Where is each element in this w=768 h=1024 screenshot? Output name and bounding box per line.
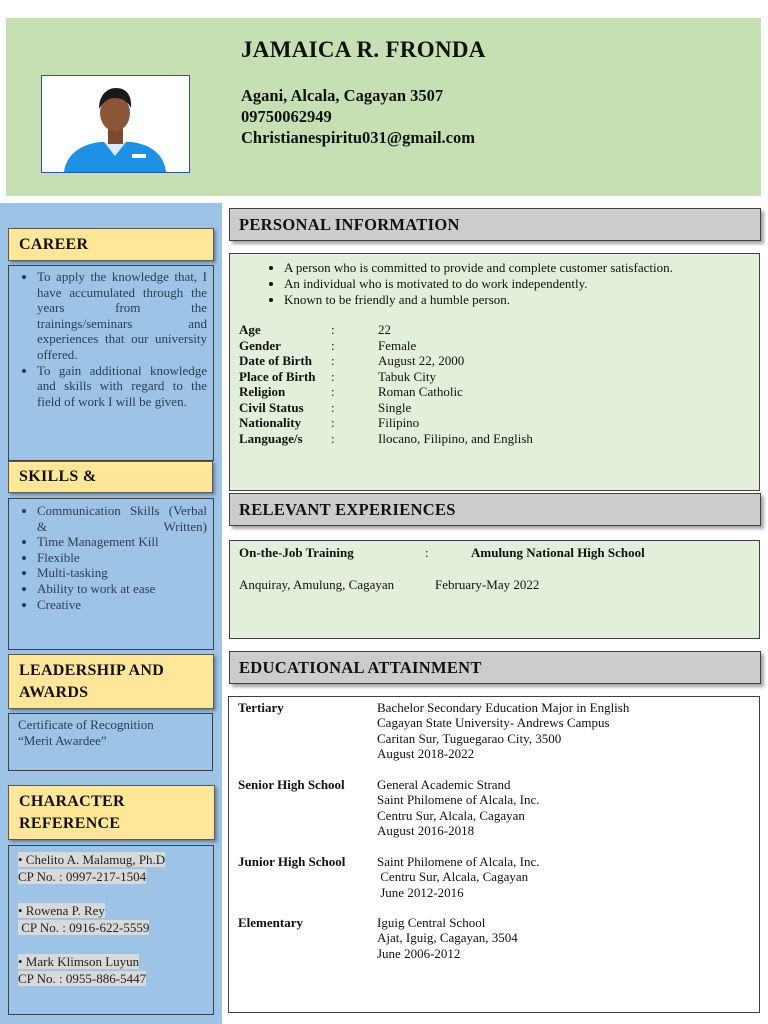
education-detail: Centru Sur, Alcala, Cagayan (377, 869, 529, 885)
field-value: August 22, 2000 (378, 353, 465, 368)
person-photo-icon (42, 76, 189, 172)
skill-item: • Creative (37, 597, 207, 613)
leadership-heading (8, 654, 214, 709)
email-address: Christianespiritu031@gmail.com (241, 128, 475, 147)
education-detail: Caritan Sur, Tuguegarao City, 3500 (377, 730, 562, 746)
personal-bullet: • A person who is committed to provide and complete customer satisfaction. (284, 260, 673, 276)
reference-name: • Mark Klimson Luyun (18, 954, 140, 969)
career-heading: CAREER (8, 228, 214, 261)
applicant-name: JAMAICA R. FRONDA (241, 37, 486, 62)
career-box (8, 265, 214, 461)
experience-box (229, 540, 760, 639)
experience-school: Amulung National High School (471, 545, 645, 560)
skill-item: • Ability to work at ease (37, 581, 207, 597)
field-colon: : (331, 399, 335, 415)
education-detail: Saint Philomene of Alcala, Inc. (377, 792, 540, 808)
address: Agani, Alcala, Cagayan 3507 (241, 86, 444, 105)
field-label: Age (239, 322, 261, 337)
personal-information-box (229, 253, 760, 491)
field-label: Date of Birth (239, 353, 312, 368)
field-value: Filipino (378, 415, 420, 430)
personal-information-heading: PERSONAL INFORMATION (229, 208, 761, 241)
field-label: Civil Status (239, 399, 304, 415)
field-colon: : (331, 353, 335, 368)
experience-period: February-May 2022 (435, 577, 540, 592)
field-colon: : (331, 322, 335, 337)
reference-phone: CP No. : 0997-217-1504 (18, 869, 147, 884)
field-colon: : (331, 384, 335, 399)
education-detail: General Academic Strand (377, 777, 511, 792)
field-value: Female (378, 337, 417, 353)
education-level: Tertiary (238, 700, 284, 715)
award-title: Certificate of Recognition (18, 717, 154, 732)
field-label: Place of Birth (239, 368, 316, 384)
reference-name: • Rowena P. Rey (18, 903, 105, 918)
education-level: Elementary (238, 915, 303, 930)
field-value: Roman Catholic (378, 384, 463, 399)
skills-box (8, 498, 214, 650)
experience-place: Anquiray, Amulung, Cagayan (239, 577, 395, 592)
leadership-heading-line2: AWARDS (19, 683, 89, 701)
education-box (228, 696, 760, 1013)
leadership-heading-line1: LEADERSHIP AND (19, 661, 165, 679)
field-value: Ilocano, Filipino, and English (378, 430, 533, 446)
references-box (8, 845, 214, 1015)
field-value: Tabuk City (378, 368, 436, 384)
skills-heading: SKILLS & (8, 461, 213, 493)
reference-heading-line2: REFERENCE (19, 814, 121, 832)
personal-bullet: • Known to be friendly and a humble person. (284, 292, 673, 308)
field-colon: : (331, 368, 335, 384)
skill-item: • Flexible (37, 550, 207, 566)
education-detail: Cagayan State University- Andrews Campus (377, 715, 610, 731)
field-colon: : (331, 337, 335, 353)
phone-number: 09750062949 (241, 107, 332, 126)
field-colon: : (331, 430, 335, 446)
reference-phone: CP No. : 0955-886-5447 (18, 971, 147, 986)
character-reference-heading (8, 785, 215, 840)
skill-item: • Multi-tasking (37, 565, 207, 581)
education-detail: Ajat, Iguig, Cagayan, 3504 (377, 930, 518, 946)
field-label: Gender (239, 337, 281, 353)
field-label: Nationality (239, 415, 302, 430)
experience-title: On-the-Job Training (239, 545, 354, 560)
reference-heading-line1: CHARACTER (19, 792, 125, 810)
career-item: • To apply the knowledge that, I have accumulated through the years from the trainings/seminars and experiences that our university offered. (37, 269, 207, 363)
education-detail: Saint Philomene of Alcala, Inc. (377, 854, 540, 869)
reference-name: • Chelito A. Malamug, Ph.D (18, 852, 166, 867)
reference-phone: CP No. : 0916-622-5559 (18, 920, 150, 935)
profile-photo (41, 75, 190, 173)
skill-item: • Time Management Kill (37, 534, 207, 550)
career-item: • To gain additional knowledge and skills with regard to the field of work I will be given. (37, 363, 207, 410)
education-detail: August 2018-2022 (377, 746, 475, 762)
education-detail: Centru Sur, Alcala, Cagayan (377, 807, 525, 823)
education-level: Senior High School (238, 777, 345, 792)
relevant-experiences-heading: RELEVANT EXPERIENCES (229, 493, 761, 526)
personal-bullet: • An individual who is motivated to do work independently. (284, 276, 673, 292)
field-value: 22 (378, 322, 391, 337)
award-subtitle: “Merit Awardee” (18, 732, 107, 748)
education-detail: Bachelor Secondary Education Major in English (377, 700, 630, 715)
education-detail: June 2012-2016 (377, 884, 464, 900)
education-detail: August 2016-2018 (377, 823, 475, 839)
education-detail: Iguig Central School (377, 915, 486, 930)
experience-colon: : (425, 545, 429, 560)
field-value: Single (378, 399, 412, 415)
field-label: Language/s (239, 430, 303, 446)
education-level: Junior High School (238, 854, 346, 869)
skill-item: • Communication Skills (Verbal & Written) (37, 503, 207, 534)
education-detail: June 2006-2012 (377, 945, 461, 961)
field-colon: : (331, 415, 335, 430)
educational-attainment-heading: EDUCATIONAL ATTAINMENT (229, 651, 761, 684)
field-label: Religion (239, 384, 286, 399)
leadership-box (8, 713, 213, 771)
